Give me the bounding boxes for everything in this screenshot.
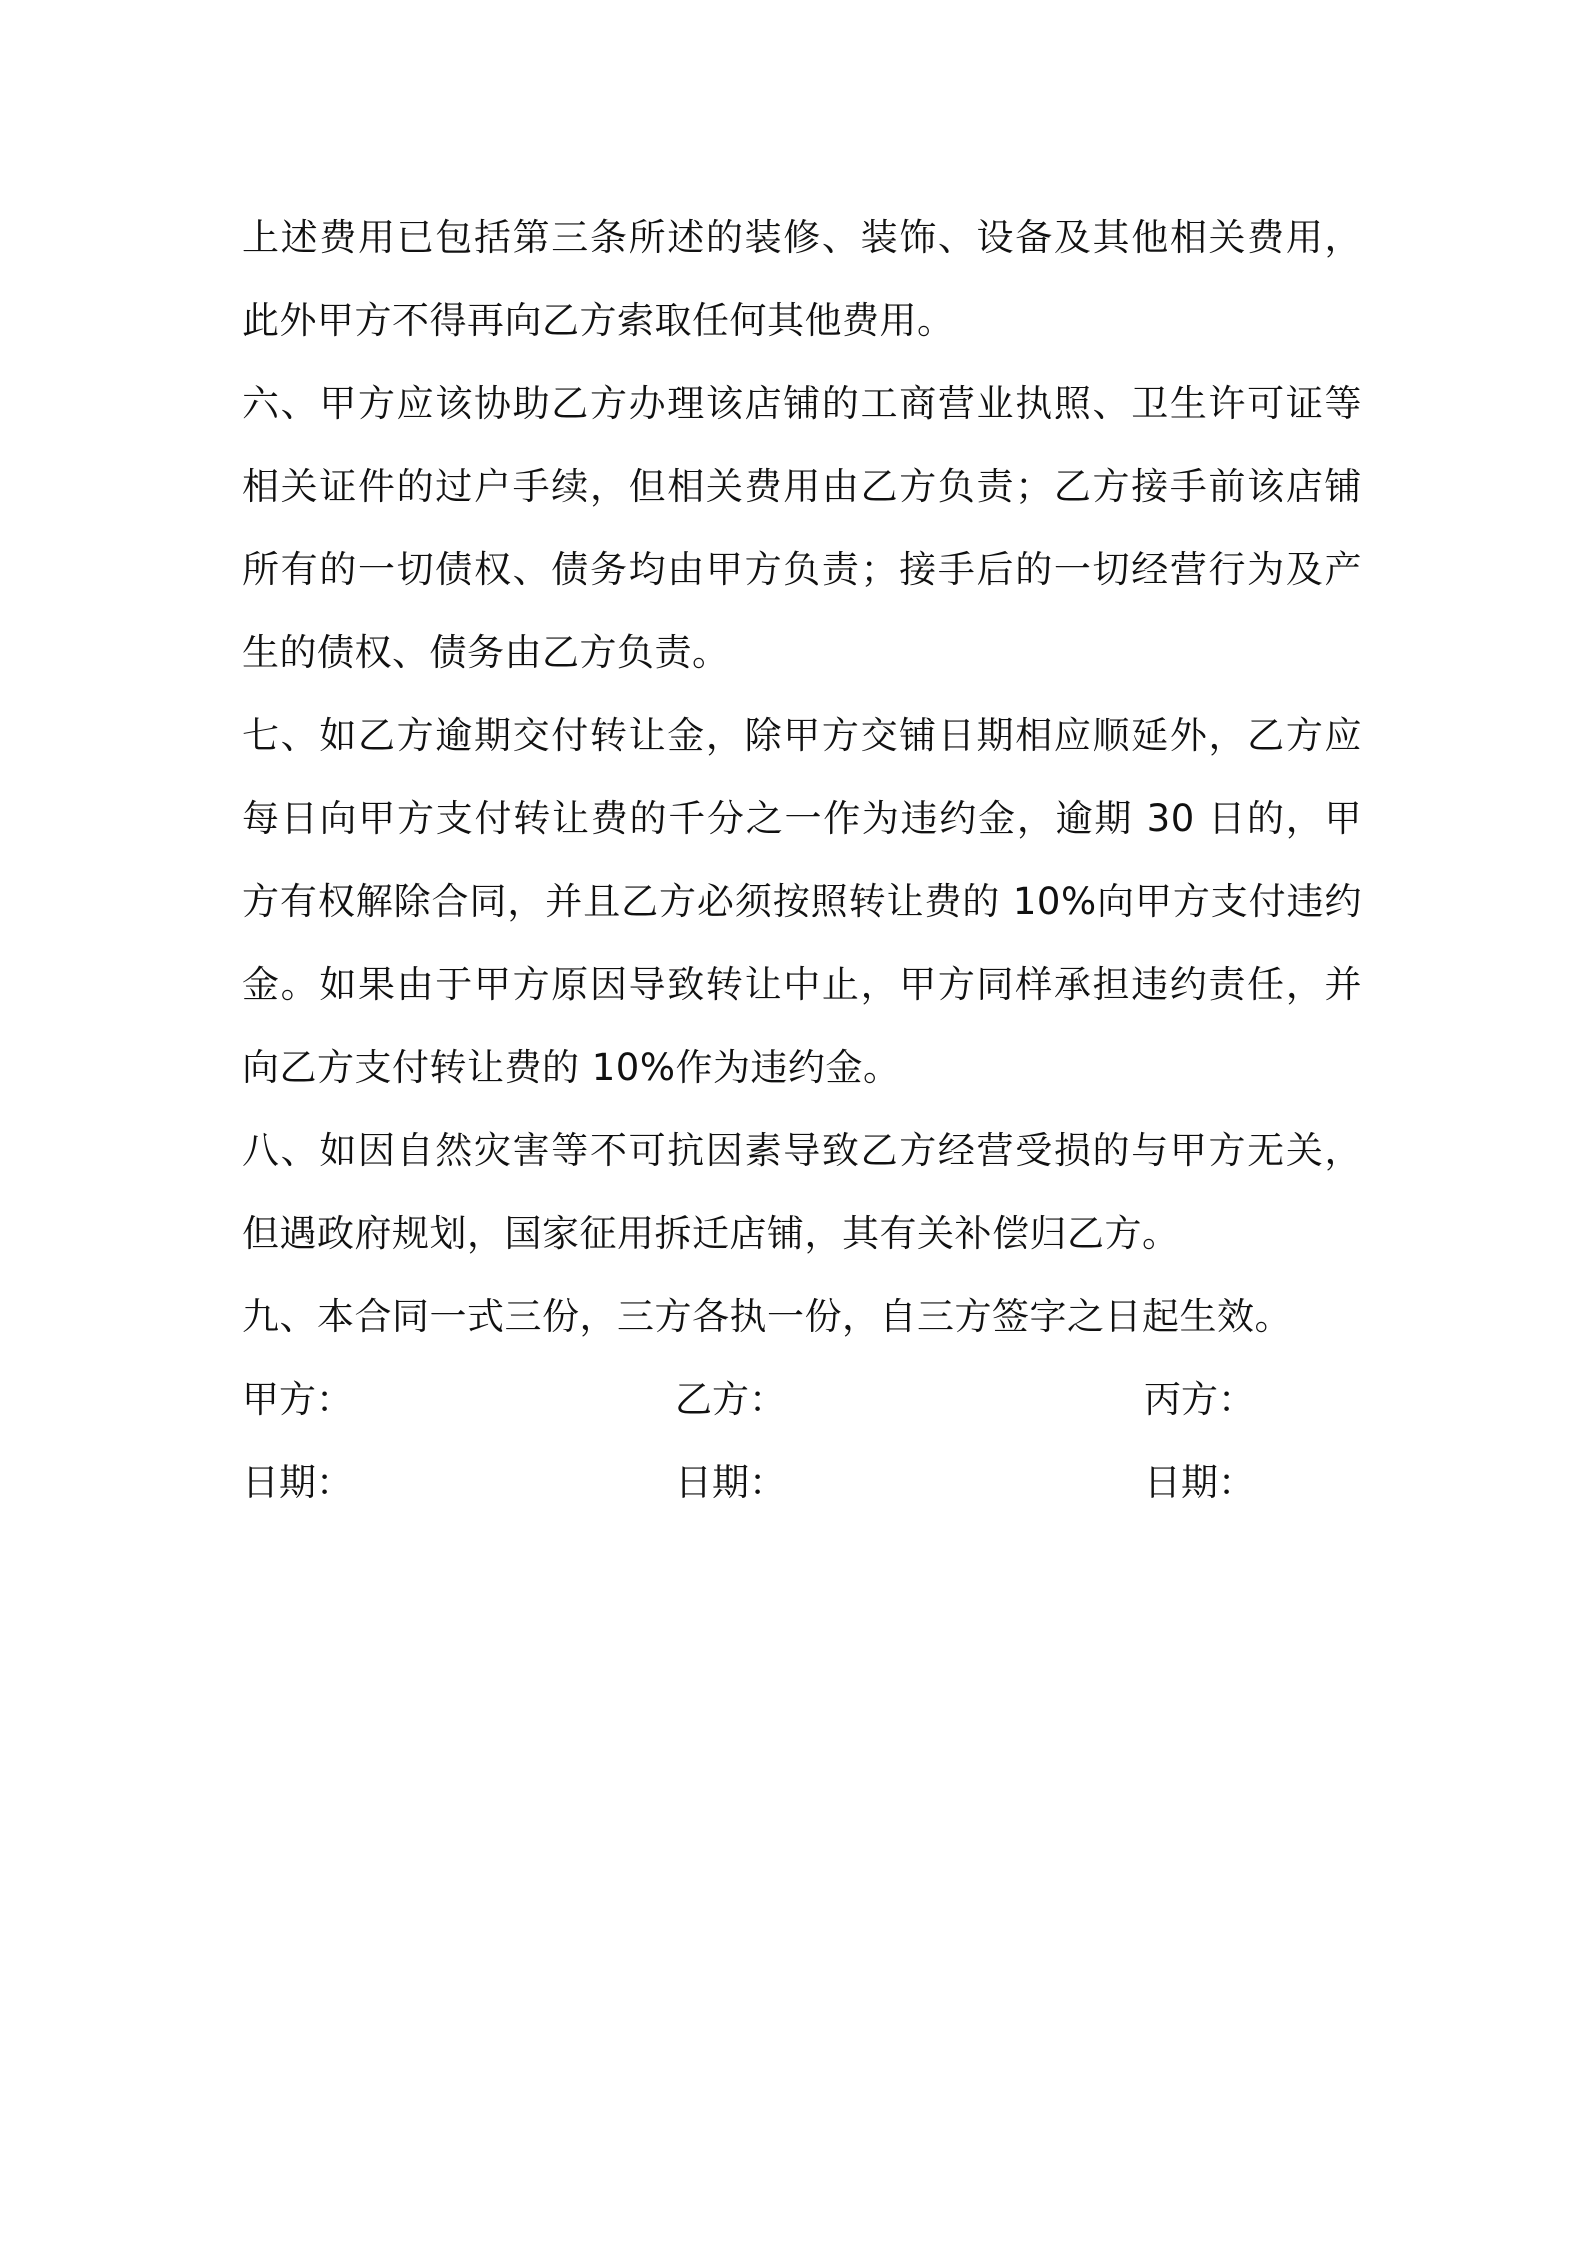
document-body	[242, 196, 1362, 1524]
party-b-signature-label: 乙方：	[675, 1378, 786, 1421]
party-b-date-label: 日期：	[675, 1461, 786, 1504]
signature-row	[242, 1358, 1362, 1441]
party-c-signature-label: 丙方：	[1144, 1378, 1255, 1421]
date-row	[242, 1441, 1362, 1524]
clause-7-late-payment: 七、如乙方逾期交付转让金，除甲方交铺日期相应顺延外，乙方应每日向甲方支付转让费的千分之一作为违约金，逾期 30 日的，甲方有权解除合同，并且乙方必须按照转让费的 10%向甲方支付违约金。如果由于甲方原因导致转让中止，甲方同样承担违约责任，并向乙方支付转让费的 10%作为违约金。	[242, 714, 1362, 1089]
paragraph-fees-included: 上述费用已包括第三条所述的装修、装饰、设备及其他相关费用，此外甲方不得再向乙方索取任何其他费用。	[242, 216, 1362, 342]
party-c-date-label: 日期：	[1144, 1461, 1255, 1504]
party-a-date-label: 日期：	[242, 1461, 353, 1504]
clause-9-copies: 九、本合同一式三份，三方各执一份，自三方签字之日起生效。	[242, 1295, 1292, 1338]
party-a-signature-label: 甲方：	[242, 1378, 353, 1421]
clause-8-force-majeure: 八、如因自然灾害等不可抗因素导致乙方经营受损的与甲方无关，但遇政府规划，国家征用拆迁店铺，其有关补偿归乙方。	[242, 1129, 1362, 1255]
clause-6-license-transfer: 六、甲方应该协助乙方办理该店铺的工商营业执照、卫生许可证等相关证件的过户手续，但相关费用由乙方负责；乙方接手前该店铺所有的一切债权、债务均由甲方负责；接手后的一切经营行为及产生的债权、债务由乙方负责。	[242, 382, 1362, 674]
